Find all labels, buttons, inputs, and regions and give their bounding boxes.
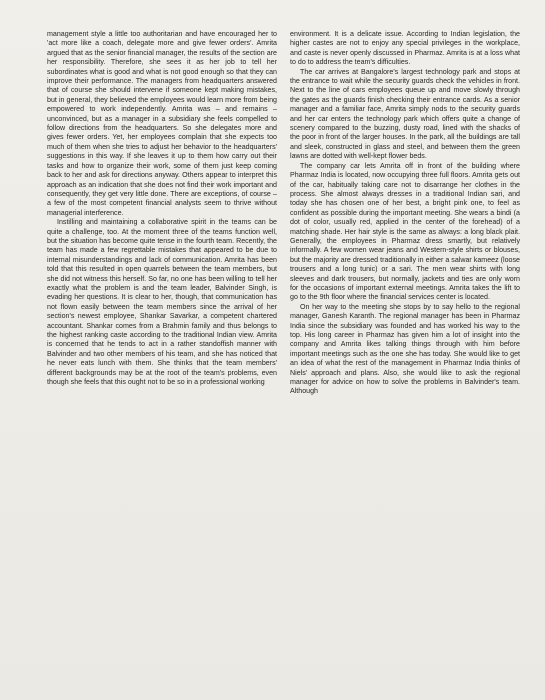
left-column bbox=[47, 30, 277, 387]
paragraph: The company car lets Amrita off in front of the building where Pharmaz India is located, now occupying three full floors. Amrita gets out of the car, habitually taking care not to disarrange her clothes in the process. She almost always dresses in a traditional Indian sari, and today she has chosen one of her best, a bright pink one, to feel as confident as possible during the important meeting. She wears a bindi (a dot of color, usually red, applied in the center of the forehead) of a matching shade. Her hair style is the same as always: a long black plait. Generally, the employees in Pharmaz dress smartly, but relatively informally. A few women wear jeans and Western-style shirts or blouses, but the majority are dressed traditionally in either a salwar kameez (loose trousers and a long tunic) or a sari. The men wear shirts with long sleeves and dark trousers, but normally, jackets and ties are only worn for the occasions of important external meetings. Amrita takes the lift to go to the 9th floor where the financial services center is located. bbox=[290, 161, 520, 302]
paragraph: environment. It is a delicate issue. According to Indian legislation, the higher castes are not to enjoy any special privileges in the workplace, and caste is never openly discussed in Pharmaz. Amrita is at a loss what to do to address the team's difficulties. bbox=[290, 30, 520, 67]
paragraph: management style a little too authoritarian and have encouraged her to 'act more like a coach, delegate more and give fewer orders'. Amrita argued that as the senior financial manager, the results of the section are her responsibility. Therefore, she sees it as her job to tell her subordinates what is good and what is not good enough so that they can improve their performance. The managers from headquarters answered that of course she should intervene if someone kept making mistakes, but in general, they believed the employees would learn more from being empowered to work independently. Amrita was – and remains – unconvinced, but as a manager in a subsidiary she feels compelled to follow directions from the headquarters. So she delegates more and gives fewer orders. Yet, her employees complain that she expects too much of them when she tries to adjust her behavior to the headquarters' suggestions in this way. If she leaves it up to them how carry out their tasks and how to organize their work, some of them just keep coming back to her and ask for directions anyway. Others appear to interpret this approach as an indication that she does not find their work important and consequently, they get very little done. There are exceptions, of course – a few of the most competent financial analysts seem to thrive without managerial interference. bbox=[47, 30, 277, 217]
paragraph: On her way to the meeting she stops by to say hello to the regional manager, Ganesh Karanth. The regional manager has been in Pharmaz India since the subsidiary was founded and has worked his way to the top. His long career in Pharmaz has given him a lot of insight into the company and Amrita likes talking things through with him before important meetings such as the one she has today. She would like to get an idea of what the rest of the management in Pharmaz India thinks of Niels' approach and plans. Also, she would like to ask the regional manager for advice on how to solve the problems in Balvinder's team. Although bbox=[290, 302, 520, 396]
paragraph: The car arrives at Bangalore's largest technology park and stops at the entrance to wait while the security guards check the vehicles in front. Next to the line of cars employees queue up and move slowly through the gates as the guards finish checking their entrance cards. As a senior manager and a familiar face, Amrita simply nods to the security guards and her car enters the technology park which offers quite a change of scenery compared to the buzzing, dusty road, lined with the shacks of the poor in front of the larger houses. In the park, all the buildings are tall and sleek, constructed in glass and steel, and between them the green lawns are dotted with well-kept flower beds. bbox=[290, 67, 520, 161]
right-column bbox=[290, 30, 520, 397]
paragraph: Instilling and maintaining a collaborative spirit in the teams can be quite a challenge, too. At the moment three of the teams function well, but the situation has become quite tense in the fourth team. Recently, the team has made a few regrettable mistakes that appeared to be due to internal misunderstandings and lack of communication. Amrita has been told that this resulted in open quarrels between the team members, but she did not witness this herself. So far, no one has been willing to tell her exactly what the problem is and the team leader, Balvinder Singh, is evading her questions. It is clear to her, though, that communication has not flown easily between the team members since the arrival of her section's newest employee, Shankar Savarkar, a competent chartered accountant. Shankar comes from a Brahmin family and thus belongs to the highest ranking caste according to the traditional Indian view. Amrita is concerned that he tends to act in a rather standoffish manner with Balvinder and two other members of his team, and she has noticed that he never eats lunch with them. She thinks that the team members' different backgrounds may be at the root of the team's problems, even though she feels that this ought not to be so in a professional working bbox=[47, 218, 277, 387]
